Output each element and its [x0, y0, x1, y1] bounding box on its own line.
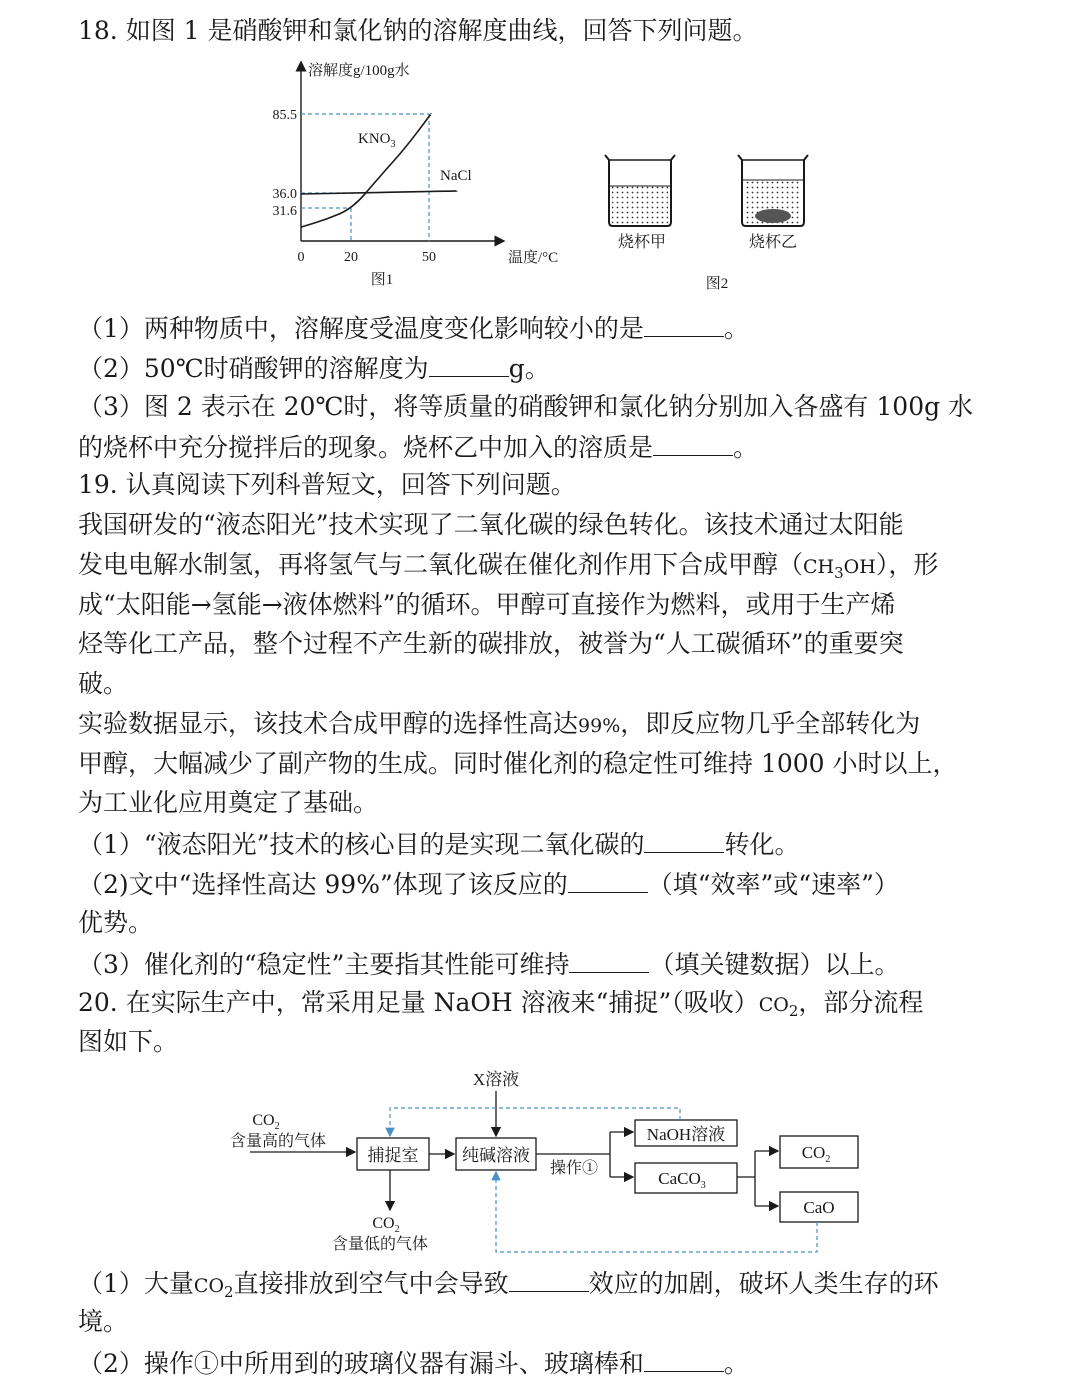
low-co2-label: $CO_2$ — [372, 1215, 400, 1235]
xtick-0: 0 — [297, 250, 305, 265]
q18-part3-line2: 的烧杯中充分搅拌后的现象。烧杯乙中加入的溶质是 。 — [78, 429, 758, 465]
nacl-label: NaCl — [440, 168, 472, 184]
q18-title: 18. 如图 1 是硝酸钾和氯化钠的溶解度曲线，回答下列问题。 — [78, 16, 758, 45]
co2-output-label: $CO_2$ — [801, 1143, 831, 1165]
q19-article-line: 发电电解水制氢，再将氢气与二氧化碳在催化剂作用下合成甲醇$(CH_3OH)$，形 — [78, 550, 939, 582]
fig2-caption: 图2 — [705, 276, 729, 292]
q19-title: 19. 认真阅读下列科普短文，回答下列问题。 — [78, 470, 576, 499]
ytick-31-6: 31.6 — [272, 204, 297, 219]
x-solution-label: X溶液 — [472, 1070, 520, 1089]
input-co2-label: $CO_2$ — [252, 1112, 280, 1132]
q18-part3-line1: （3）图 2 表示在 20℃时，将等质量的硝酸钾和氯化钠分别加入各盛有 100g 水 — [78, 392, 974, 421]
process-flowchart — [210, 1064, 890, 1260]
soda-solution-label: 纯碱溶液 — [462, 1146, 530, 1165]
x-axis-label: 温度/°C — [508, 250, 559, 266]
beaker-a — [605, 155, 675, 226]
q19-article-line: 烃等化工产品，整个过程不产生新的碳排放，被誉为“人工碳循环”的重要突 — [78, 629, 904, 658]
q19-part1: （1）“液态阳光”技术的核心目的是实现二氧化碳的 转化。 — [78, 826, 800, 862]
q20-title: 20. 在实际生产中，常采用足量 NaOH 溶液来“捕捉”（吸收）$CO_2$，部分流程 — [78, 988, 924, 1020]
q20-part1: （1）大量$CO_2$直接排放到空气中会导致 效应的加剧，破坏人类生存的环 — [78, 1265, 939, 1309]
cao-label: CaO — [803, 1198, 835, 1217]
answer-blank[interactable] — [653, 429, 733, 456]
q19-part2-line2: 优势。 — [78, 908, 154, 937]
q19-article-line: 成“太阳能→氢能→液体燃料”的循环。甲醇可直接作为燃料，或用于生产烯 — [78, 590, 896, 619]
capture-room-label: 捕捉室 — [367, 1146, 419, 1165]
answer-blank[interactable] — [569, 946, 649, 973]
solubility-chart — [250, 56, 590, 296]
beaker-b — [738, 155, 808, 226]
q20-title-line2: 图如下。 — [78, 1027, 179, 1056]
beaker-a-label: 烧杯甲 — [617, 234, 667, 251]
answer-blank[interactable] — [644, 1345, 724, 1372]
ytick-36-0: 36.0 — [272, 187, 297, 202]
q19-part3: （3）催化剂的“稳定性”主要指其性能可维持 （填关键数据）以上。 — [78, 946, 900, 982]
q19-article-line: 我国研发的“液态阳光”技术实现了二氧化碳的绿色转化。该技术通过太阳能 — [78, 510, 904, 539]
operation-label: 操作① — [549, 1160, 599, 1177]
input-gas-label: 含量高的气体 — [229, 1133, 327, 1150]
naoh-solution-label: NaOH溶液 — [646, 1125, 726, 1144]
beaker-figure — [595, 150, 835, 295]
answer-blank[interactable] — [509, 1265, 589, 1292]
answer-blank[interactable] — [644, 310, 724, 337]
q19-article-line: 为工业化应用奠定了基础。 — [78, 788, 379, 817]
answer-blank[interactable] — [429, 350, 509, 377]
q19-article-line: 实验数据显示，该技术合成甲醇的选择性高达99%，即反应物几乎全部转化为 — [78, 709, 921, 738]
answer-blank[interactable] — [568, 866, 648, 893]
xtick-20: 20 — [344, 250, 358, 265]
fig1-caption: 图1 — [370, 272, 394, 288]
y-axis-label: 溶解度g/100g水 — [308, 63, 410, 79]
ytick-85-5: 85.5 — [272, 108, 297, 123]
q20-part1-line2: 境。 — [78, 1307, 129, 1336]
xtick-50: 50 — [422, 250, 436, 265]
q18-part1: （1）两种物质中，溶解度受温度变化影响较小的是 。 — [78, 310, 749, 346]
q20-part2: （2）操作①中所用到的玻璃仪器有漏斗、玻璃棒和 。 — [78, 1345, 749, 1381]
answer-blank[interactable] — [644, 826, 724, 853]
kno3-label: $KNO_3$ — [358, 131, 396, 150]
low-gas-label: 含量低的气体 — [331, 1236, 429, 1253]
beaker-b-label: 烧杯乙 — [748, 234, 798, 251]
q19-article-line: 破。 — [78, 669, 129, 698]
q19-article-line: 甲醇，大幅减少了副产物的生成。同时催化剂的稳定性可维持 1000 小时以上， — [78, 749, 958, 778]
caco3-label: CaCO$_3$ — [658, 1169, 706, 1191]
q18-part2: （2）50℃时硝酸钾的溶解度为 g。 — [78, 350, 550, 386]
q19-part2: （2)文中“选择性高达 99%”体现了该反应的 （填“效率”或“速率”） — [78, 866, 899, 902]
